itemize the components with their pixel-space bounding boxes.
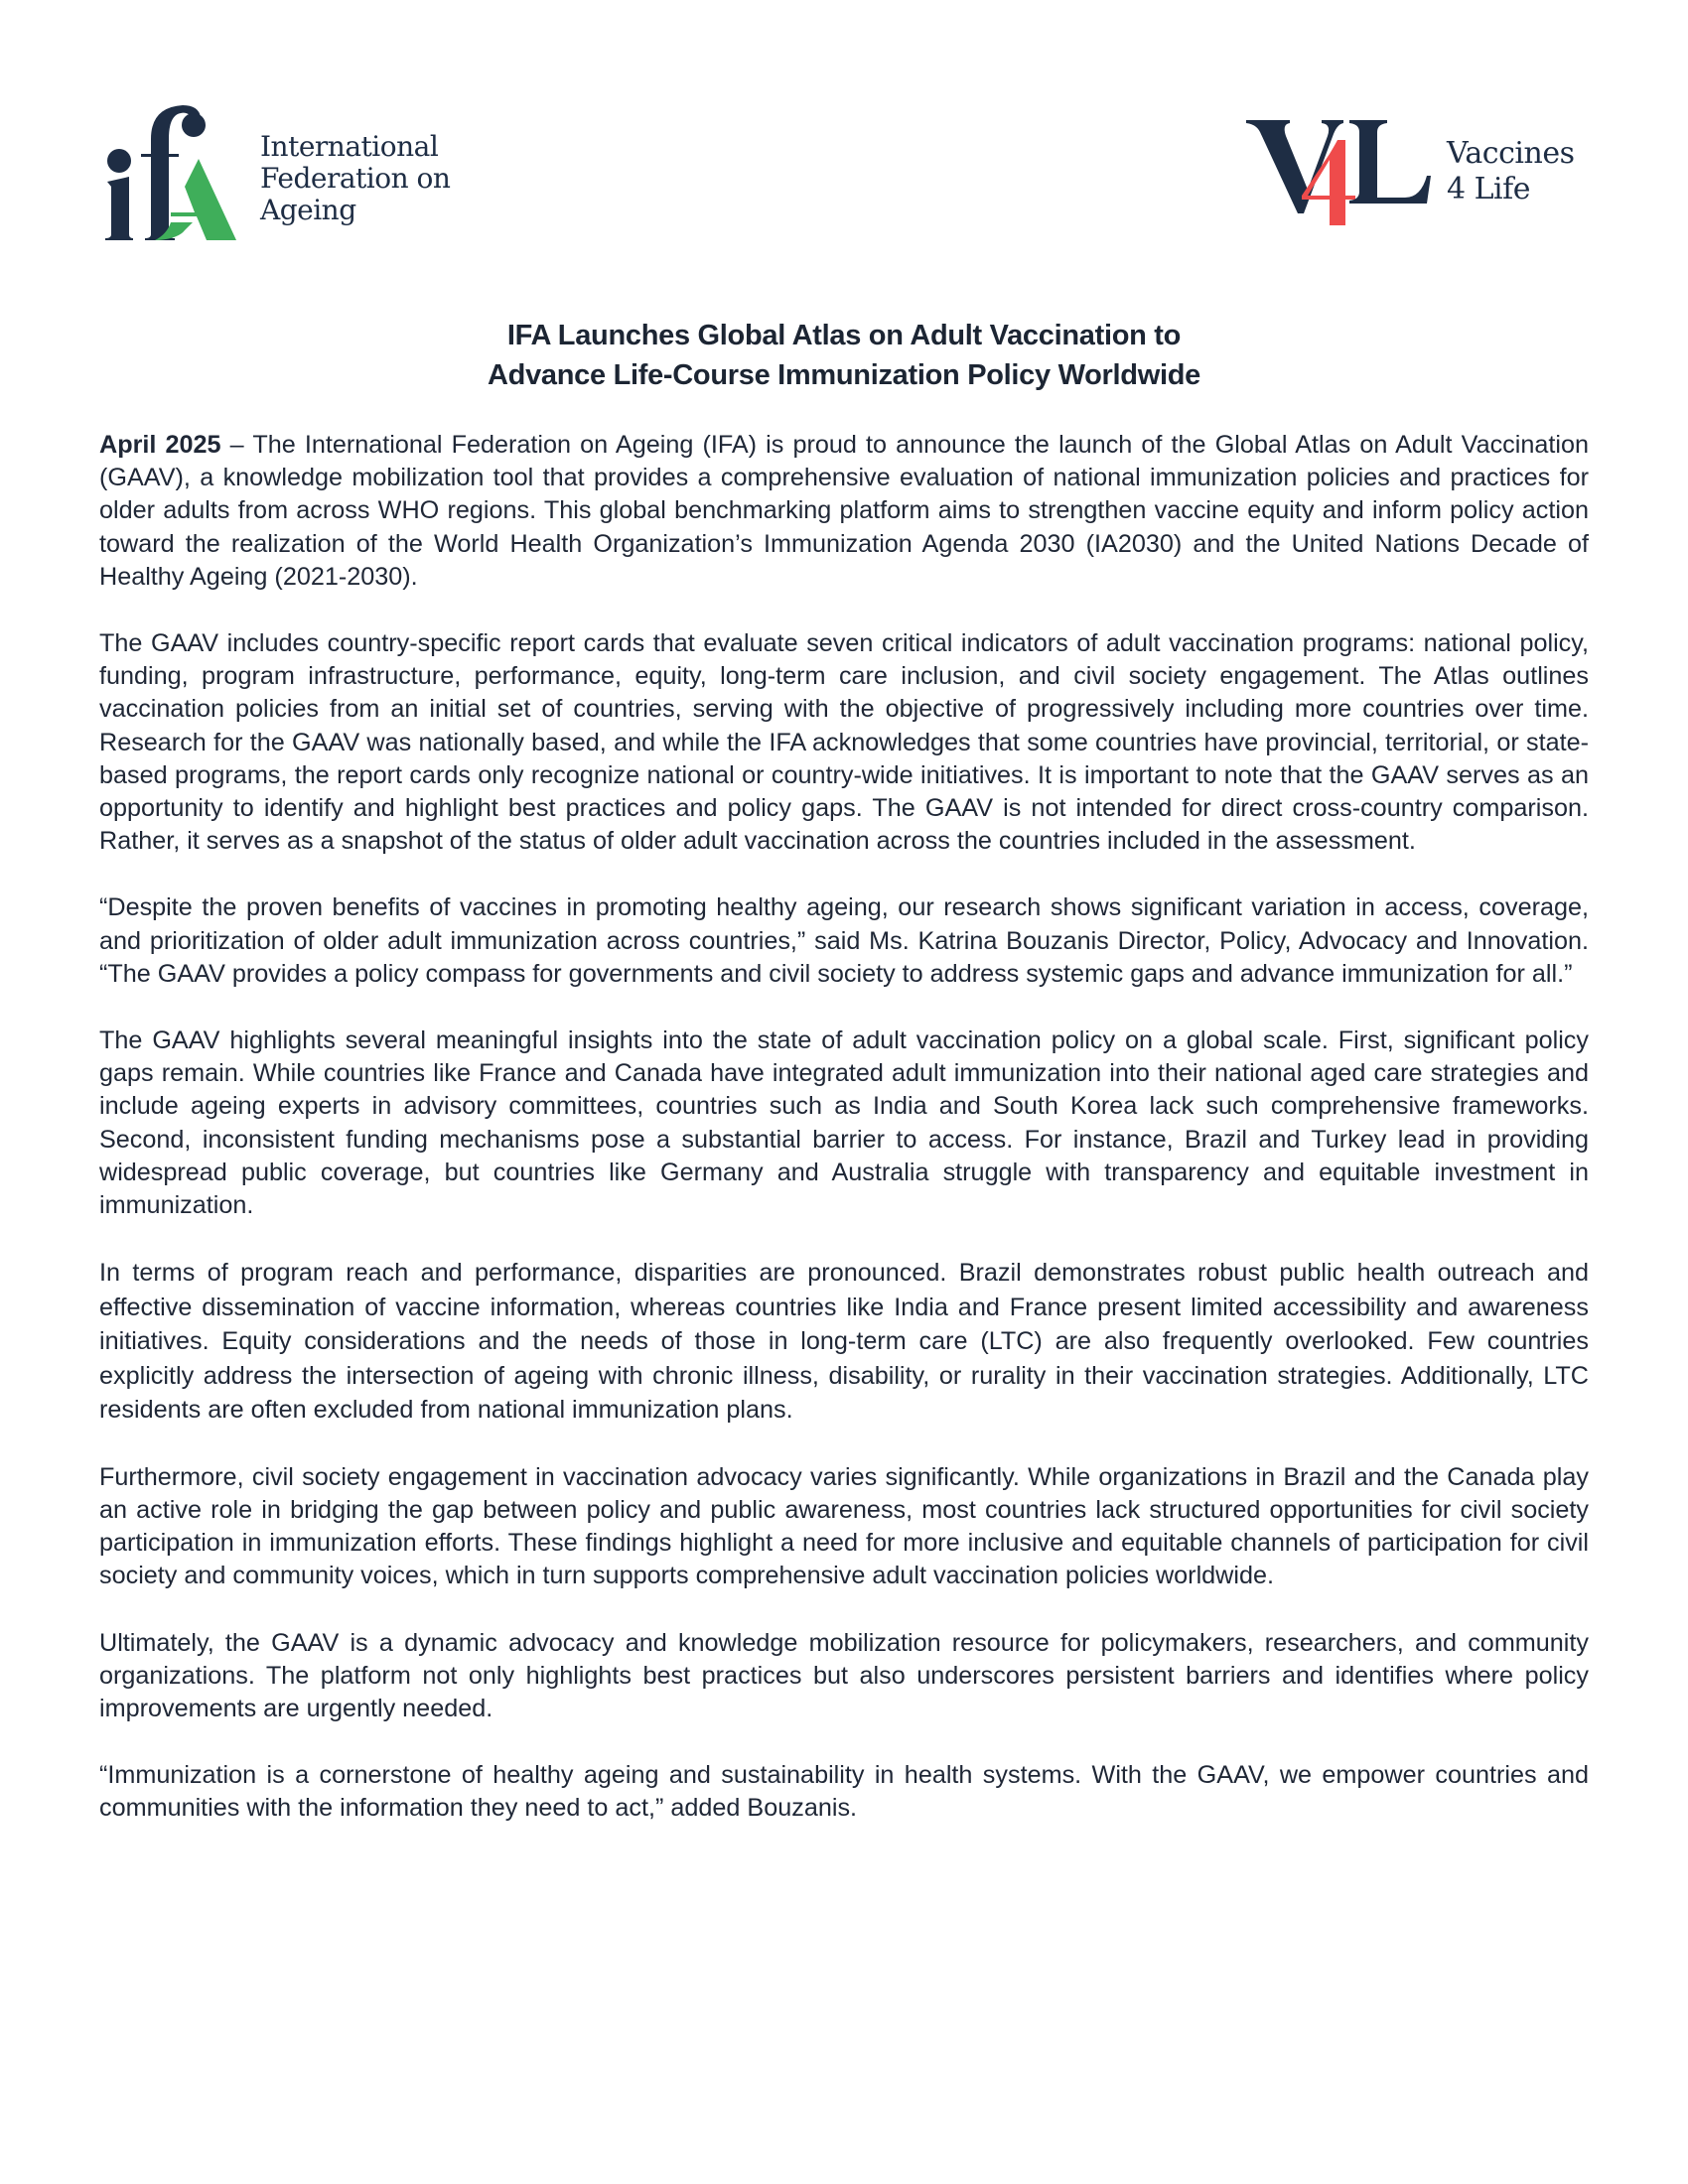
ifa-logo	[99, 99, 457, 243]
ifa-name-line: Federation on	[260, 162, 451, 195]
article-body	[99, 429, 1589, 1859]
title-line: IFA Launches Global Atlas on Adult Vaccination to	[506, 320, 1182, 351]
intro-text: – The International Federation on Ageing (IFA) is proud to announce the launch of the Global Atlas on Adult Vaccination (GAAV), a knowledge mobilization tool that provides a comprehensive evaluation of national immunization policies and practices for older adults from across WHO regions. This global benchmarking platform aims to strengthen vaccine equity and inform policy action toward the realization of the World Health Organization’s Immunization Agenda 2030 (IA2030) and the United Nations Decade of Healthy Ageing (2021-2030).	[99, 431, 1589, 591]
v4l-name-line: 4 Life	[1447, 172, 1530, 206]
v4l-logo-mark-icon	[1246, 114, 1435, 228]
title-line: Advance Life-Course Immunization Policy Worldwide	[488, 359, 1200, 391]
paragraph-quote-2: “Immunization is a cornerstone of healthy ageing and sustainability in health systems. With the GAAV, we empower countries and communities with the information they need to act,” added Bouzanis.	[99, 1761, 1589, 1823]
paragraph-civil-society: Furthermore, civil society engagement in vaccination advocacy varies significantly. While organizations in Brazil and the Canada play an active role in bridging the gap between policy and public awareness, most countries lack structured opportunities for civil society participation in immunization efforts. These findings highlight a need for more inclusive and equitable channels of participation for civil society and community voices, which in turn supports comprehensive adult vaccination policies worldwide.	[99, 1462, 1589, 1590]
paragraph-intro	[99, 429, 1589, 594]
release-date: April 2025	[99, 431, 221, 459]
paragraph-conclusion: Ultimately, the GAAV is a dynamic advocacy and knowledge mobilization resource for policymakers, researchers, and community organizations. The platform not only highlights best practices but also underscores persistent barriers and identifies where policy improvements are urgently needed.	[99, 1628, 1589, 1722]
ifa-name-line: International	[260, 130, 439, 163]
v4l-name-line: Vaccines	[1447, 136, 1575, 171]
ifa-logo-name	[260, 131, 450, 226]
paragraph-quote-1: “Despite the proven benefits of vaccines in promoting healthy ageing, our research shows significant variation in access, coverage, and prioritization of older adult immunization across countries,” said Ms. Katrina Bouzanis Director, Policy, Advocacy and Innovation. “The GAAV provides a policy compass for governments and civil society to address systemic gaps and advance immunization for all.”	[99, 893, 1589, 988]
v4l-logo	[1246, 114, 1604, 233]
page-title	[99, 316, 1589, 395]
paragraph-insights: The GAAV highlights several meaningful insights into the state of adult vaccination policy on a global scale. First, significant policy gaps remain. While countries like France and Canada have integrated adult immunization into their national aged care strategies and include ageing experts in advisory committees, countries such as India and South Korea lack such comprehensive frameworks. Second, inconsistent funding mechanisms pose a substantial barrier to access. For instance, Brazil and Turkey lead in providing widespread public coverage, but countries like Germany and Australia struggle with transparency and equitable investment in immunization.	[99, 1026, 1589, 1220]
v4l-logo-name	[1447, 136, 1574, 207]
ifa-name-line: Ageing	[260, 194, 356, 226]
paragraph-reach-performance: In terms of program reach and performance, disparities are pronounced. Brazil demonstrates robust public health outreach and effective dissemination of vaccine information, whereas countries like India and France present limited accessibility and awareness initiatives. Equity considerations and the needs of those in long-term care (LTC) are also frequently overlooked. Few countries explicitly address the intersection of ageing with chronic illness, disability, or rurality in their vaccination strategies. Additionally, LTC residents are often excluded from national immunization plans.	[99, 1259, 1589, 1425]
ifa-logo-mark-icon	[99, 99, 238, 243]
paragraph-report-cards: The GAAV includes country-specific report cards that evaluate seven critical indicators of adult vaccination programs: national policy, funding, program infrastructure, performance, equity, long-term care inclusion, and civil society engagement. The Atlas outlines vaccination policies from an initial set of countries, serving with the objective of progressively including more countries over time. Research for the GAAV was nationally based, and while the IFA acknowledges that some countries have provincial, territorial, or state-based programs, the report cards only recognize national or country-wide initiatives. It is important to note that the GAAV serves as an opportunity to identify and highlight best practices and policy gaps. The GAAV is not intended for direct cross-country comparison. Rather, it serves as a snapshot of the status of older adult vaccination across the countries included in the assessment.	[99, 629, 1589, 856]
